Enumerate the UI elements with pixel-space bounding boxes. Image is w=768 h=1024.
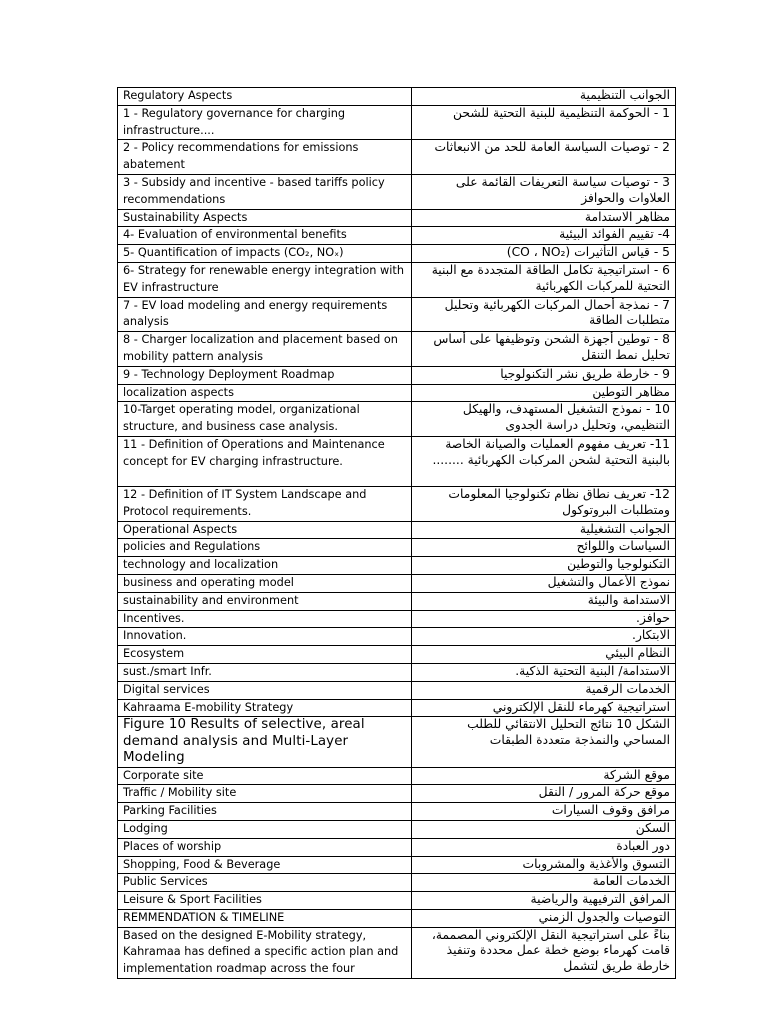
english-cell: Places of worship xyxy=(118,838,412,856)
arabic-cell: 11- تعريف مفهوم العمليات والصيانة الخاصة بالبنية التحتية لشحن المركبات الكهربائية ........ xyxy=(412,436,676,486)
arabic-cell: الاستدامة/ البنية التحتية الذكية. xyxy=(412,663,676,681)
arabic-cell: الخدمات الرقمية xyxy=(412,681,676,699)
table-row xyxy=(118,227,676,245)
arabic-cell: السكن xyxy=(412,820,676,838)
arabic-cell: مظاهر التوطين xyxy=(412,384,676,402)
table-row xyxy=(118,681,676,699)
english-cell: 11 - Definition of Operations and Maintenance concept for EV charging infrastructure. xyxy=(118,436,412,486)
arabic-cell: موقع حركة المرور / النقل xyxy=(412,785,676,803)
arabic-cell: مرافق وقوف السيارات xyxy=(412,803,676,821)
english-cell: 4- Evaluation of environmental benefits xyxy=(118,227,412,245)
arabic-cell: بناءً على استراتيجية النقل الإلكتروني المصممة، قامت كهرماء بوضع خطة عمل محددة وتنفيذ خارطة طريق لتشمل xyxy=(412,927,676,978)
table-row xyxy=(118,521,676,539)
arabic-cell: 3 - توصيات سياسة التعريفات القائمة على العلاوات والحوافز xyxy=(412,174,676,209)
english-cell: 12 - Definition of IT System Landscape and Protocol requirements. xyxy=(118,486,412,521)
english-cell: 7 - EV load modeling and energy requirements analysis xyxy=(118,297,412,332)
arabic-cell: الجوانب التنظيمية xyxy=(412,88,676,106)
table-row xyxy=(118,557,676,575)
english-cell: Figure 10 Results of selective, areal demand analysis and Multi-Layer Modeling xyxy=(118,717,412,767)
arabic-cell: مظاهر الاستدامة xyxy=(412,209,676,227)
arabic-cell: 6 - استراتيجية تكامل الطاقة المتجددة مع البنية التحتية للمركبات الكهربائية xyxy=(412,262,676,297)
english-cell: Lodging xyxy=(118,820,412,838)
arabic-cell: الشكل 10 نتائج التحليل الانتقائي للطلب المساحي والنمذجة متعددة الطبقات xyxy=(412,717,676,767)
arabic-cell: السياسات واللوائح xyxy=(412,539,676,557)
table-row xyxy=(118,592,676,610)
english-cell: 3 - Subsidy and incentive - based tariffs policy recommendations xyxy=(118,174,412,209)
table-row xyxy=(118,610,676,628)
table-body xyxy=(118,88,676,979)
table-row xyxy=(118,767,676,785)
english-cell: policies and Regulations xyxy=(118,539,412,557)
arabic-cell: المرافق الترفيهية والرياضية xyxy=(412,892,676,910)
table-row xyxy=(118,785,676,803)
arabic-cell: التوصيات والجدول الزمني xyxy=(412,909,676,927)
english-cell: 5- Quantification of impacts (CO₂, NOₓ) xyxy=(118,245,412,263)
table-row xyxy=(118,874,676,892)
table-row xyxy=(118,297,676,332)
table-row xyxy=(118,332,676,367)
arabic-cell: 5 - قياس التأثيرات (CO ، NO₂) xyxy=(412,245,676,263)
english-cell: 8 - Charger localization and placement based on mobility pattern analysis xyxy=(118,332,412,367)
english-cell: REMMENDATION & TIMELINE xyxy=(118,909,412,927)
english-cell: Kahraama E-mobility Strategy xyxy=(118,699,412,717)
english-cell: Regulatory Aspects xyxy=(118,88,412,106)
arabic-cell: الخدمات العامة xyxy=(412,874,676,892)
table-row xyxy=(118,105,676,140)
english-cell: sust./smart Infr. xyxy=(118,663,412,681)
table-row xyxy=(118,262,676,297)
table-row xyxy=(118,174,676,209)
english-cell: Leisure & Sport Facilities xyxy=(118,892,412,910)
english-cell: Incentives. xyxy=(118,610,412,628)
table-row xyxy=(118,663,676,681)
table-row xyxy=(118,803,676,821)
english-cell: sustainability and environment xyxy=(118,592,412,610)
table-row xyxy=(118,436,676,486)
table-row xyxy=(118,717,676,767)
english-cell: localization aspects xyxy=(118,384,412,402)
english-cell: business and operating model xyxy=(118,574,412,592)
arabic-cell: 9 - خارطة طريق نشر التكنولوجيا xyxy=(412,366,676,384)
arabic-cell: التكنولوجيا والتوطين xyxy=(412,557,676,575)
arabic-cell: حوافز. xyxy=(412,610,676,628)
table-row xyxy=(118,838,676,856)
english-cell: 10-Target operating model, organizational structure, and business case analysis. xyxy=(118,402,412,437)
arabic-cell: 12- تعريف نطاق نظام تكنولوجيا المعلومات ومتطلبات البروتوكول xyxy=(412,486,676,521)
bilingual-table xyxy=(117,87,676,979)
english-cell: Digital services xyxy=(118,681,412,699)
english-cell: Based on the designed E-Mobility strategy, Kahramaa has defined a specific action plan and implementation roadmap across the four xyxy=(118,927,412,978)
english-cell: Shopping, Food & Beverage xyxy=(118,856,412,874)
english-cell: Parking Facilities xyxy=(118,803,412,821)
table-row xyxy=(118,909,676,927)
table-row xyxy=(118,140,676,175)
table-row xyxy=(118,927,676,978)
table-row xyxy=(118,574,676,592)
arabic-cell: 1 - الحوكمة التنظيمية للبنية التحتية للشحن xyxy=(412,105,676,140)
arabic-cell: الاستدامة والبيئة xyxy=(412,592,676,610)
arabic-cell: نموذج الأعمال والتشغيل xyxy=(412,574,676,592)
english-cell: Traffic / Mobility site xyxy=(118,785,412,803)
table-row xyxy=(118,209,676,227)
arabic-cell: النظام البيئي xyxy=(412,646,676,664)
arabic-cell: استراتيجية كهرماء للنقل الإلكتروني xyxy=(412,699,676,717)
arabic-cell: الابتكار. xyxy=(412,628,676,646)
english-cell: technology and localization xyxy=(118,557,412,575)
arabic-cell: 2 - توصيات السياسة العامة للحد من الانبعاثات xyxy=(412,140,676,175)
arabic-cell: موقع الشركة xyxy=(412,767,676,785)
table-row xyxy=(118,384,676,402)
table-row xyxy=(118,88,676,106)
table-row xyxy=(118,402,676,437)
english-cell: Sustainability Aspects xyxy=(118,209,412,227)
table-row xyxy=(118,892,676,910)
english-cell: 1 - Regulatory governance for charging infrastructure.... xyxy=(118,105,412,140)
table-row xyxy=(118,486,676,521)
arabic-cell: التسوق والأغذية والمشروبات xyxy=(412,856,676,874)
english-cell: 2 - Policy recommendations for emissions abatement xyxy=(118,140,412,175)
english-cell: Corporate site xyxy=(118,767,412,785)
english-cell: Public Services xyxy=(118,874,412,892)
table-row xyxy=(118,366,676,384)
arabic-cell: 7 - نمذجة أحمال المركبات الكهربائية وتحليل متطلبات الطاقة xyxy=(412,297,676,332)
table-row xyxy=(118,646,676,664)
table-row xyxy=(118,699,676,717)
english-cell: 9 - Technology Deployment Roadmap xyxy=(118,366,412,384)
english-cell: Innovation. xyxy=(118,628,412,646)
english-cell: Ecosystem xyxy=(118,646,412,664)
table-row xyxy=(118,539,676,557)
english-cell: 6- Strategy for renewable energy integration with EV infrastructure xyxy=(118,262,412,297)
arabic-cell: 4- تقييم الفوائد البيئية xyxy=(412,227,676,245)
table-row xyxy=(118,245,676,263)
arabic-cell: دور العبادة xyxy=(412,838,676,856)
arabic-cell: 10 - نموذج التشغيل المستهدف، والهيكل التنظيمي، وتحليل دراسة الجدوى xyxy=(412,402,676,437)
table-row xyxy=(118,820,676,838)
table-row xyxy=(118,856,676,874)
arabic-cell: 8 - توطين أجهزة الشحن وتوظيفها على أساس تحليل نمط التنقل xyxy=(412,332,676,367)
arabic-cell: الجوانب التشغيلية xyxy=(412,521,676,539)
table-row xyxy=(118,628,676,646)
english-cell: Operational Aspects xyxy=(118,521,412,539)
